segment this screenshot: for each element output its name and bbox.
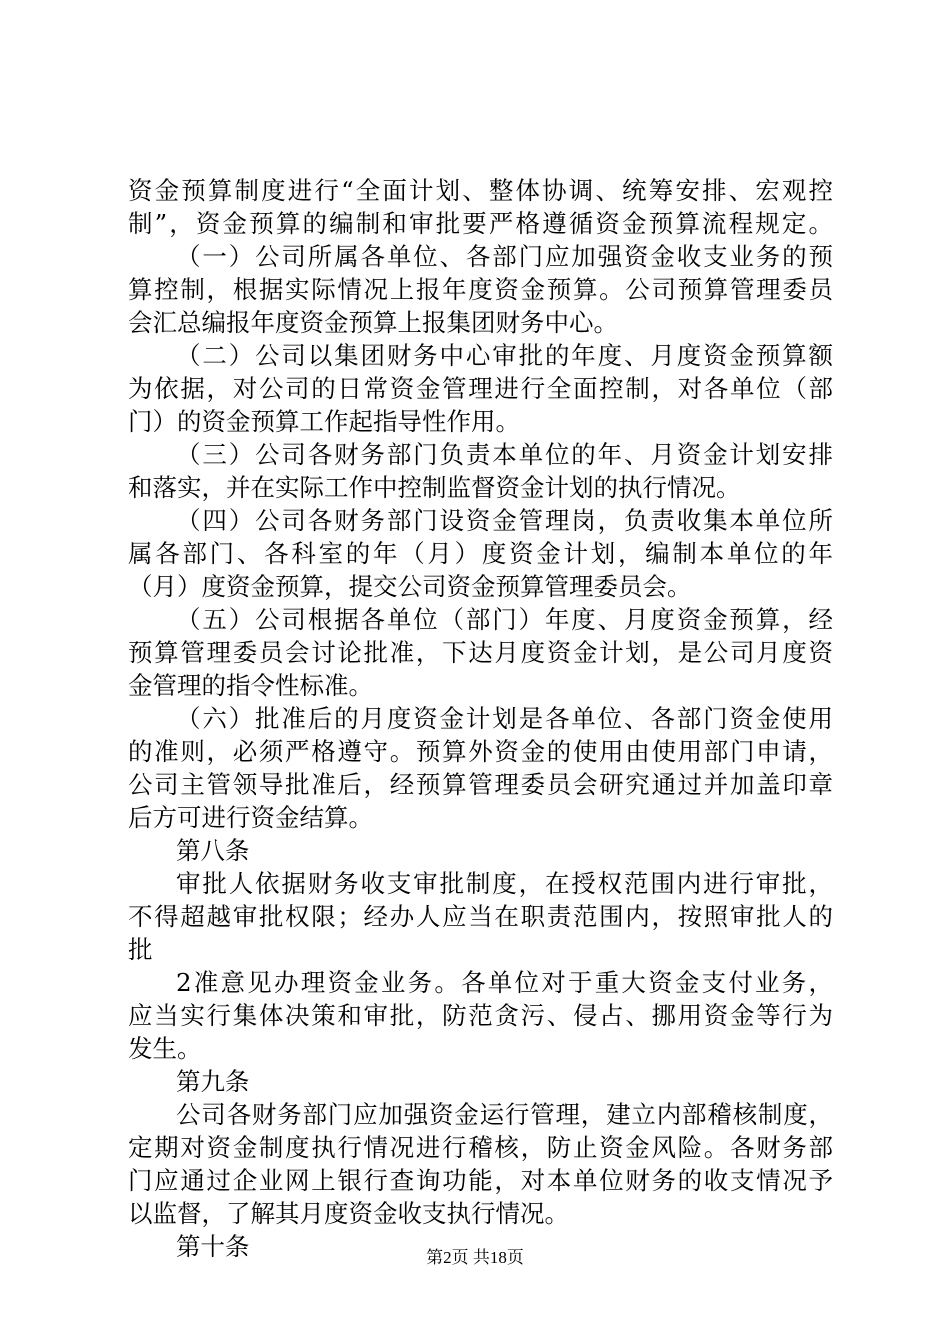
text-line: 金管理的指令性标准。: [128, 671, 373, 700]
paragraph-start-line: （二）公司以集团财务中心审批的年度、月度资金预算额: [176, 341, 833, 370]
paragraph-start-line: 审批人依据财务收支审批制度，在授权范围内进行审批，: [176, 869, 833, 898]
paragraph-start-line: （六）批准后的月度资金计划是各单位、各部门资金使用: [176, 704, 833, 733]
text-line: 属各部门、各科室的年（月）度资金计划，编制本单位的年: [128, 539, 833, 568]
paragraph-start-line: 公司各财务部门应加强资金运行管理，建立内部稽核制度，: [176, 1100, 833, 1129]
document-body: [128, 174, 833, 1263]
article-heading: 第十条: [176, 1232, 250, 1261]
paragraph-start-line: （五）公司根据各单位（部门）年度、月度资金预算，经: [176, 605, 833, 634]
text-line: 发生。: [128, 1034, 202, 1063]
text-line: 批: [128, 935, 153, 964]
paragraph-start-line: （三）公司各财务部门负责本单位的年、月资金计划安排: [176, 440, 833, 469]
text-line: 和落实，并在实际工作中控制监督资金计划的执行情况。: [128, 473, 741, 502]
text-line: 公司主管领导批准后，经预算管理委员会研究通过并加盖印章: [128, 770, 833, 799]
text-line: 制”，资金预算的编制和审批要严格遵循资金预算流程规定。: [128, 209, 833, 238]
text-line: 门）的资金预算工作起指导性作用。: [128, 407, 520, 436]
text-line: 资金预算制度进行“全面计划、整体协调、统筹安排、宏观控: [128, 176, 833, 205]
text-line: 为依据，对公司的日常资金管理进行全面控制，对各单位（部: [128, 374, 833, 403]
text-line: 定期对资金制度执行情况进行稽核，防止资金风险。各财务部: [128, 1133, 833, 1162]
text-line: 算控制，根据实际情况上报年度资金预算。公司预算管理委员: [128, 275, 833, 304]
paragraph-start-line: （一）公司所属各单位、各部门应加强资金收支业务的预: [176, 242, 833, 271]
article-heading: 第八条: [176, 836, 250, 865]
text-line: 会汇总编报年度资金预算上报集团财务中心。: [128, 308, 618, 337]
text-line: 后方可进行资金结算。: [128, 803, 373, 832]
text-line: 不得超越审批权限；经办人应当在职责范围内，按照审批人的: [128, 902, 833, 931]
text-line: 应当实行集体决策和审批，防范贪污、侵占、挪用资金等行为: [128, 1001, 833, 1030]
text-line: 预算管理委员会讨论批准，下达月度资金计划，是公司月度资: [128, 638, 833, 667]
text-line: 门应通过企业网上银行查询功能，对本单位财务的收支情况予: [128, 1166, 833, 1195]
article-heading: 第九条: [176, 1067, 250, 1096]
text-line: （月）度资金预算，提交公司资金预算管理委员会。: [128, 572, 692, 601]
paragraph-start-line: 2准意见办理资金业务。各单位对于重大资金支付业务，: [176, 968, 833, 997]
text-line: 的准则，必须严格遵守。预算外资金的使用由使用部门申请，: [128, 737, 833, 766]
text-line: 以监督，了解其月度资金收支执行情况。: [128, 1199, 569, 1228]
paragraph-start-line: （四）公司各财务部门设资金管理岗，负责收集本单位所: [176, 506, 833, 535]
page-number-footer: 第2页 共18页: [426, 1248, 524, 1267]
